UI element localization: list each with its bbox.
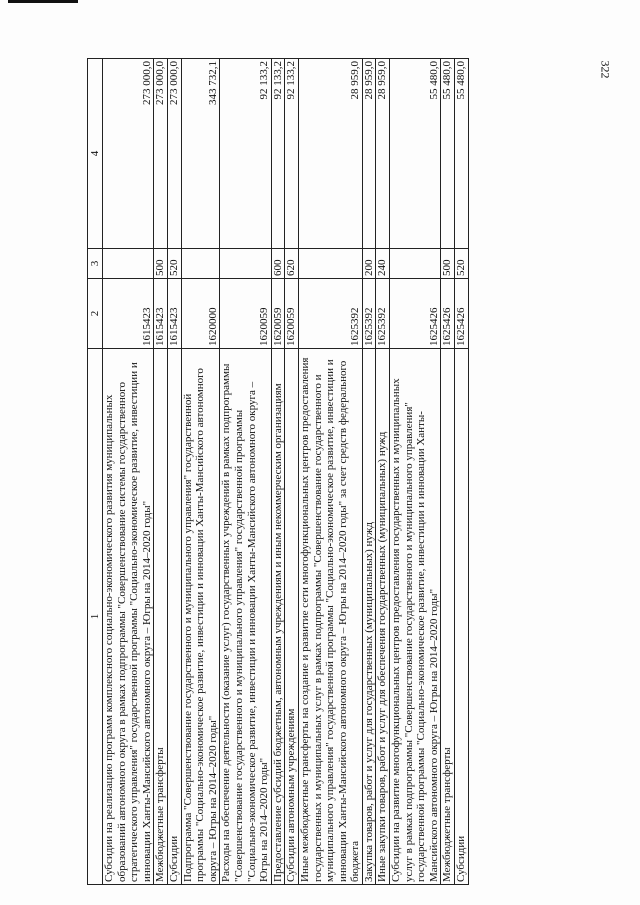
row-sum: 92 133,2	[285, 59, 299, 249]
row-code: 1615423	[103, 279, 154, 349]
top-rule	[8, 0, 78, 3]
row-code: 1615423	[154, 279, 168, 349]
row-type: 500	[154, 249, 168, 279]
table-row	[167, 59, 181, 885]
table-row	[154, 59, 168, 885]
row-name: Расходы на обеспечение деятельности (оказание услуг) государственных учреждений в рамках подпрограммы "Совершенствование государственного и муниципального управления" государственной программы "Социально-экономическое развитие, инвестиции и инновации Ханты-Мансийского автономного округа – Югры на 2014–2020 годы"	[220, 349, 271, 885]
row-code: 1625426	[441, 279, 455, 349]
row-type: 500	[441, 249, 455, 279]
row-sum: 273 000,0	[167, 59, 181, 249]
header-col-4: 4	[88, 59, 103, 249]
row-code: 1620059	[220, 279, 271, 349]
table-row	[362, 59, 376, 885]
header-col-3: 3	[88, 249, 103, 279]
page-number: 322	[598, 60, 613, 79]
row-sum: 55 480,0	[441, 59, 455, 249]
header-col-1: 1	[88, 349, 103, 885]
row-name: Подпрограмма "Совершенствование государственного и муниципального управления" государственной программы "Социально-экономическое развитие, инвестиции и инновации Ханты-Мансийского автономного округа – Югры на 2014–2020 годы"	[181, 349, 220, 885]
header-col-2: 2	[88, 279, 103, 349]
row-type: 600	[271, 249, 285, 279]
table-row	[271, 59, 285, 885]
row-name: Иные межбюджетные трансферты на создание и развитие сети многофункциональных центров предоставления государственных и муниципальных услуг в рамках подпрограммы "Совершенствование государственного и муниципального управления" государственной программы "Социально-экономическое развитие, инвестиции и инновации Ханты-Мансийского автономного округа – Югры на 2014–2020 годы" за счет средств федерального бюджета	[298, 349, 362, 885]
row-name: Субсидии	[167, 349, 181, 885]
row-type: 620	[285, 249, 299, 279]
table-row	[181, 59, 220, 885]
row-code: 1625392	[362, 279, 376, 349]
row-name: Субсидии на развитие многофункциональных центров предоставления государственных и муниципальных услуг в рамках подпрограммы "Совершенствование государственного и муниципального управления" государственной программы "Социально-экономическое развитие, инвестиции и инновации Ханты-Мансийского автономного округа – Югры на 2014–2020 годы"	[390, 349, 441, 885]
row-name: Закупка товаров, работ и услуг для государственных (муниципальных) нужд	[362, 349, 376, 885]
row-name: Субсидии на реализацию программ комплексного социально-экономического развития муниципальных образований автономного округа в рамках подпрограммы "Совершенствование системы государственного стратегического управления" государственной программы "Социально-экономическое развитие, инвестиции и инновации Ханты-Мансийского автономного округа – Югры на 2014–2020 годы"	[103, 349, 154, 885]
table-row	[285, 59, 299, 885]
row-code: 1615423	[167, 279, 181, 349]
row-type: 520	[455, 249, 469, 279]
table-row	[103, 59, 154, 885]
table-row	[455, 59, 469, 885]
row-code: 1625426	[390, 279, 441, 349]
row-name: Субсидии	[455, 349, 469, 885]
rotated-table-wrapper	[87, 59, 587, 885]
row-sum: 28 959,0	[362, 59, 376, 249]
table-header-row	[88, 59, 103, 885]
table-row	[441, 59, 455, 885]
row-type	[390, 249, 441, 279]
row-type	[220, 249, 271, 279]
row-sum: 55 480,0	[390, 59, 441, 249]
row-sum: 55 480,0	[455, 59, 469, 249]
row-sum: 28 959,0	[298, 59, 362, 249]
table-row	[220, 59, 271, 885]
row-name: Субсидии автономным учреждениям	[285, 349, 299, 885]
row-name: Межбюджетные трансферты	[441, 349, 455, 885]
table-row	[390, 59, 441, 885]
row-type: 200	[362, 249, 376, 279]
row-sum: 343 732,1	[181, 59, 220, 249]
row-sum: 273 000,0	[154, 59, 168, 249]
row-code: 1625426	[455, 279, 469, 349]
row-sum: 92 133,2	[220, 59, 271, 249]
row-code: 1625392	[376, 279, 390, 349]
row-code: 1625392	[298, 279, 362, 349]
row-name: Предоставление субсидий бюджетным, автономным учреждениям и иным некоммерческим организациям	[271, 349, 285, 885]
budget-table	[87, 58, 469, 885]
row-sum: 92 133,2	[271, 59, 285, 249]
row-code: 1620059	[271, 279, 285, 349]
table-row	[298, 59, 362, 885]
row-name: Межбюджетные трансферты	[154, 349, 168, 885]
row-code: 1620000	[181, 279, 220, 349]
row-type: 240	[376, 249, 390, 279]
row-sum: 273 000,0	[103, 59, 154, 249]
row-type	[181, 249, 220, 279]
row-code: 1620059	[285, 279, 299, 349]
row-name: Иные закупки товаров, работ и услуг для обеспечения государственных (муниципальных) нужд	[376, 349, 390, 885]
row-type	[298, 249, 362, 279]
row-type: 520	[167, 249, 181, 279]
table-row	[376, 59, 390, 885]
row-type	[103, 249, 154, 279]
row-sum: 28 959,0	[376, 59, 390, 249]
